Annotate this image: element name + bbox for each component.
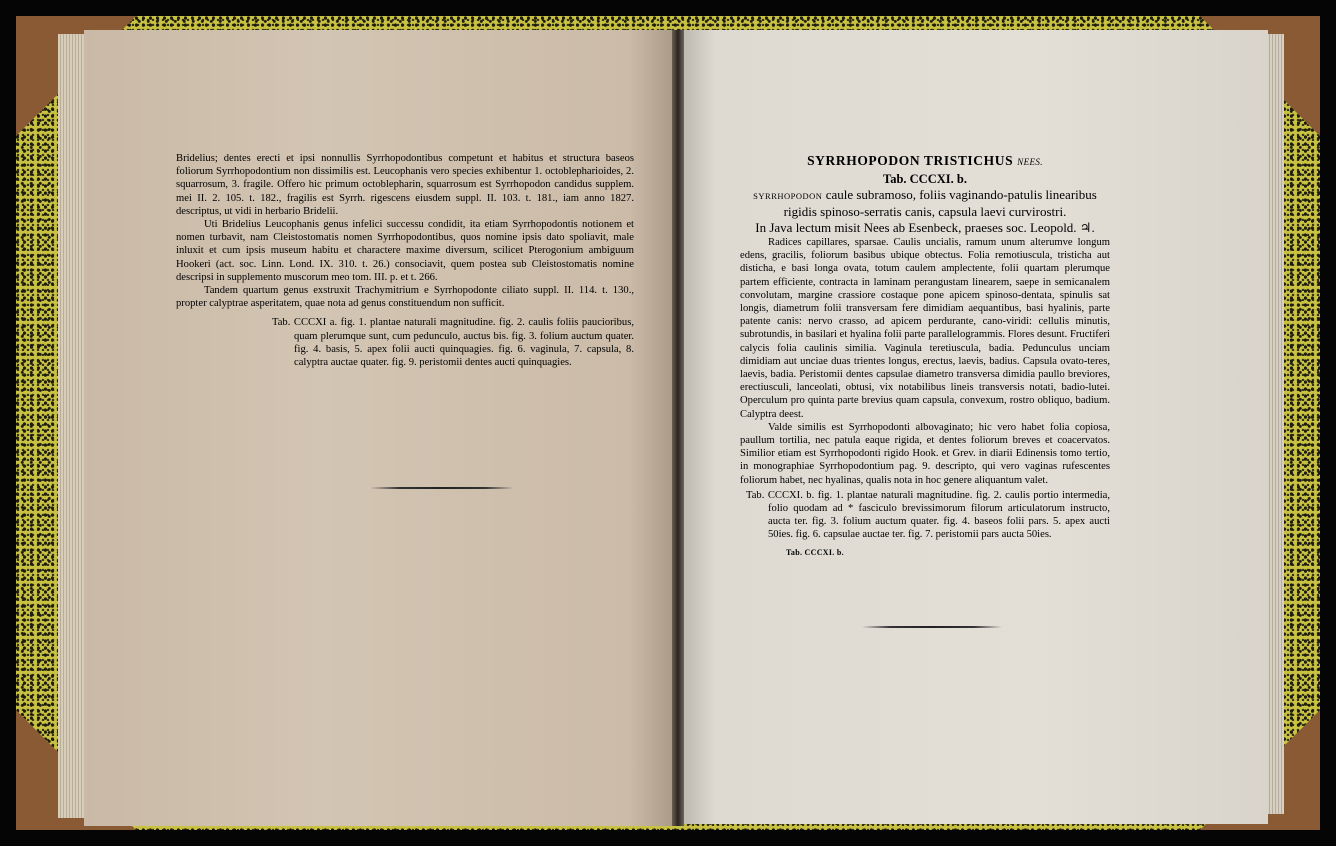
diagnosis-line-1: caule subramoso, foliis vaginando-patulis linearibus: [825, 187, 1097, 202]
left-paragraph-3: Tandem quartum genus exstruxit Trachymitrium e Syrrhopodonte ciliato suppl. II. 114. t. 130., propter calyptrae asperitatem, quae nota ad genus constituendum non sufficit.: [176, 285, 634, 310]
species-comparison: Valde similis est Syrrhopodonti albovaginato; hic vero habet folia copiosa, paullum tortilia, nec patula eaque rigida, et dentes foliorum breves et coacervatos. Similior etiam est Syrrhopodonti rigido Hook. et Grev. in diarii Edinensis tomo tertio, in monographiae Syrrhopodontium pag. 9. descripto, qui vero vaginas rufescentes foliorum habet, nec hyalinas, qualis nota in hoc genere aliquantum valet.: [740, 421, 1110, 486]
plate-caption: Tab. CCCXI. b.: [786, 547, 844, 557]
species-author: NEES.: [1017, 157, 1043, 167]
left-page-text: [176, 152, 634, 369]
plate-number: Tab. CCCXI. b.: [883, 172, 967, 186]
left-plate-explanation: Tab. CCCXI a. fig. 1. plantae naturali magnitudine. fig. 2. caulis foliis paucioribus, quam plerumque sunt, cum pedunculo, auctus bis. fig. 3. folium auctum quater. fig. 4. basis, 5. apex folii aucti quinquagies. fig. 6. vaginula, 7. capsula, 8. calyptra auctae quater. fig. 9. peristomii dentes aucti quinquagies.: [272, 317, 634, 369]
locality: In Java lectum misit Nees ab Esenbeck, praeses soc. Leopold. ♃.: [755, 220, 1095, 235]
left-page: [84, 30, 676, 826]
species-description: Radices capillares, sparsae. Caulis uncialis, ramum unum alterumve longum edens, gracilis, foliorum basibus ubique obtectus. Folia remotiuscula, tristicha aut disticha, e basi longa ovata, totum caulem amplectente, folii quartam plerumque partem efficiente, contracta in laminam perangustam linearem, saepe in semicanalem convolutam, margine crassiore costaque pone apicem spinoso-dentata, spinulis sat longis, diametrum folii transversam fere dimidiam aequantibus, basi hyalinis, parte patente canis: nervo crasso, ad apicem perdurante, cano-viridi: cellulis minutis, subrotundis, in basilari et hyalina folii parte parallelogrammis. Flores desunt. Fructiferi calycis folia caulinis similia. Vaginula teretiuscula, badia. Pedunculus unciam dimidiam aut unciae duas trientes longus, erectus, laevis, badius. Capsula ovato-teres, laevis, badia. Peristomii dentes capsulae diametro transversa dimidia paullo breviores, erectiusculi, lanceolati, obtusi, vix notabilibus lineis transversis notati, badio-lutei. Operculum pro quinta parte brevius quam capsula, convexum, rostro obliquo, badium. Calyptra deest.: [740, 237, 1110, 420]
species-title: SYRRHOPODON TRISTICHUS NEES.: [807, 153, 1043, 168]
right-plate-explanation: Tab. CCCXI. b. fig. 1. plantae naturali magnitudine. fig. 2. caulis portio intermedia, folio quodam ad * fasciculo brevissimorum filorum articulatorum instructo, aucta ter. fig. 3. folium auctum quater. fig. 4. baseos folii pars. 5. apex aucti 50ies. fig. 6. capsulae auctae ter. fig. 7. peristomii pars aucta 50ies.: [746, 489, 1110, 541]
book-gutter: [672, 30, 684, 826]
right-page-text: [740, 152, 1110, 559]
diagnosis-genus: SYRRHOPODON: [753, 191, 823, 201]
diagnosis: [740, 187, 1110, 220]
left-paragraph-1: Bridelius; dentes erecti et ipsi nonnullis Syrrhopodontibus competunt et habitus et structura baseos foliorum Syrrhopodontium non dissimilis est. Leucophanis vero species exhibentur 1. octoblepharioides, 2. squarrosum, 3. fragile. Offero hic primum octoblepharin, squarrosum est Syrrhopodon candidus supplem. mei II. 2. 105. t. 182., fragilis est Syrrh. rigescens eiusdem suppl. II. 103. t. 181., iam anno 1827. descriptus, ut vidi in herbario Bridelii.: [176, 153, 634, 217]
left-end-rule: [370, 487, 514, 489]
diagnosis-line-2: rigidis spinoso-serratis canis, capsula laevi curvirostri.: [783, 204, 1067, 219]
left-paragraph-2: Uti Bridelius Leucophanis genus infelici successu condidit, ita etiam Syrrhopodontis notionem et nomen turbavit, nam Cleistostomatis nomen Syrrhopodontibus, quos nomine ipsis dato spoliavit, male inluxit et cum ipsis museum habitu et charactere maxime diversum, scilicet Pterogonium ambiguum Hookeri (act. soc. Linn. Lond. IX. 310. t. 26.) consociavit, quem postea sub Cleistostomatis nomine descripsi in supplemento muscorum meo tom. III. p. et t. 266.: [176, 219, 634, 283]
right-end-rule: [862, 626, 1002, 628]
